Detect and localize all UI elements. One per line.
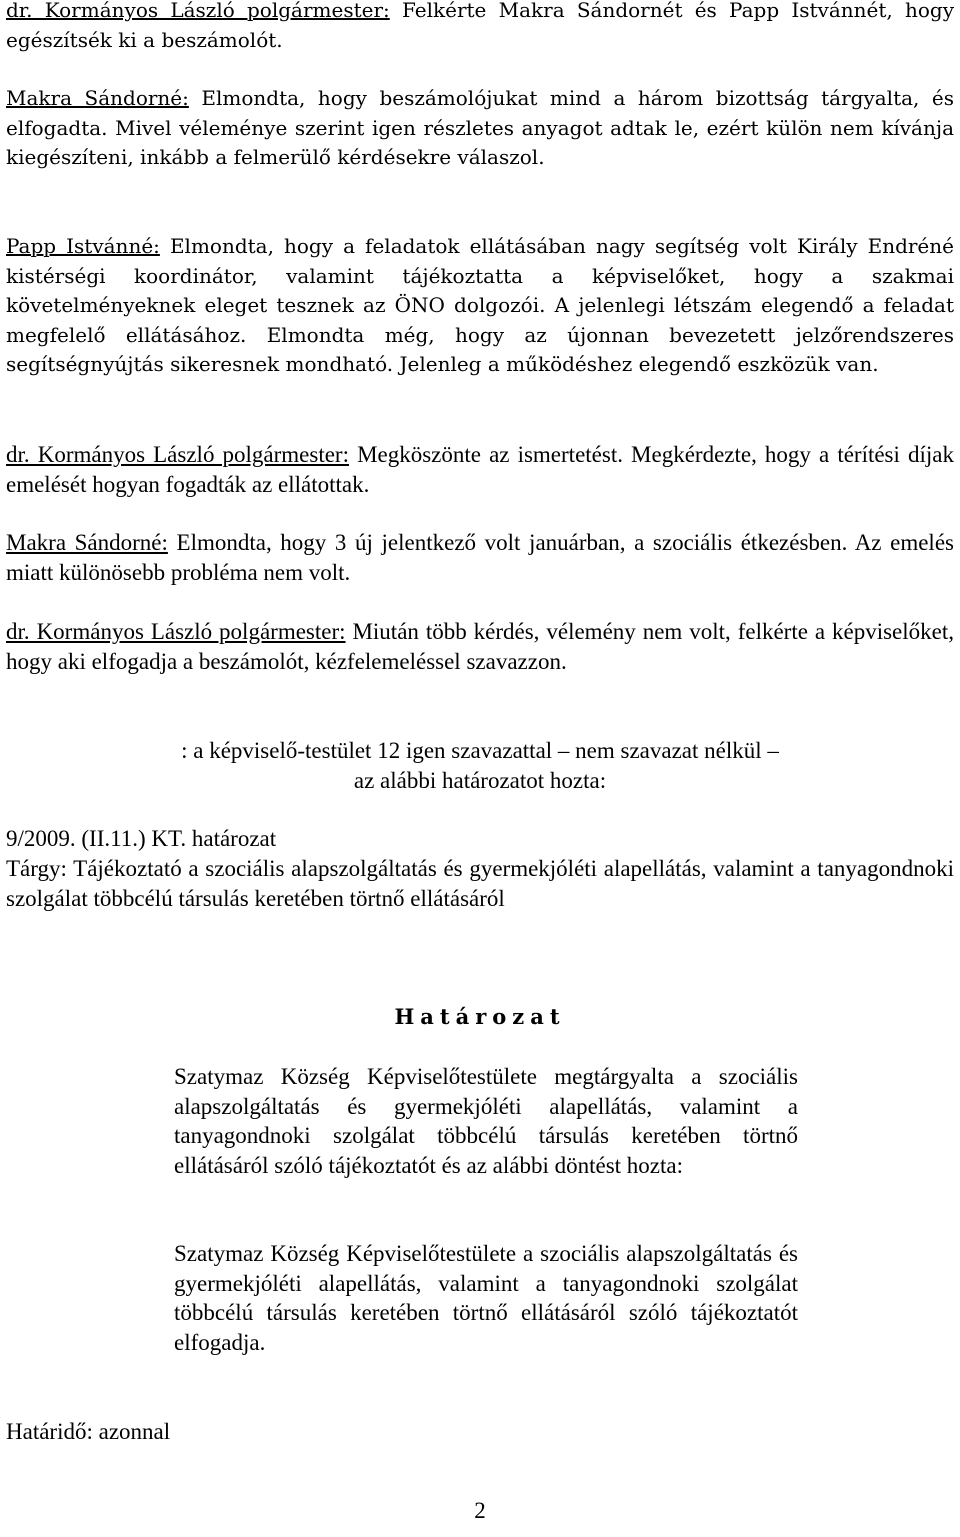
paragraph-makra-answer — [6, 528, 954, 587]
paragraph-text: Megköszönte az ismertetést. Megkérdezte, hogy a térítési díjak emelését hogyan fogadták az ellátottak. — [6, 442, 954, 497]
vote-result-line-2: az alábbi határozatot hozta: — [353, 768, 607, 793]
resolution-title: Határozat — [394, 1004, 566, 1029]
paragraph-mayor-request — [6, 0, 954, 55]
deadline-text: Határidő: azonnal — [6, 1419, 171, 1444]
paragraph-text: Elmondta, hogy beszámolójukat mind a három bizottság tárgyalta, és elfogadta. Mivel véleménye szerint igen részletes anyagot adtak le, ezért külön nem kívánja kiegészíteni, inkább a felmerülő kérdésekre válaszol. — [6, 86, 954, 169]
paragraph-mayor-vote-call — [6, 617, 954, 676]
paragraph-mayor-question — [6, 440, 954, 499]
resolution-subject: Tárgy: Tájékoztató a szociális alapszolgáltatás és gyermekjóléti alapellátás, valamint a tanyagondnoki szolgálat többcélú társulás keretében törtnő ellátásáról — [6, 856, 954, 911]
vote-result-line-1: : a képviselő-testület 12 igen szavazattal – nem szavazat nélkül – — [181, 738, 779, 763]
speaker-name: dr. Kormányos László polgármester: — [6, 442, 349, 467]
resolution-body-2: Szatymaz Község Képviselőtestülete a szociális alapszolgáltatás és gyermekjóléti alapellátás, valamint a tanyagondnoki szolgálat többcélú társulás keretében törtnő ellátásáról szóló tájékoztatót elfogadja. — [174, 1241, 798, 1355]
paragraph-papp-report — [6, 232, 954, 380]
paragraph-text: Felkérte Makra Sándornét és Papp Istvánnét, hogy egészítsék ki a beszámolót. — [6, 0, 954, 52]
paragraph-text: Elmondta, hogy 3 új jelentkező volt januárban, a szociális étkezésben. Az emelés miatt különösebb probléma nem volt. — [6, 530, 954, 585]
speaker-name: dr. Kormányos László polgármester: — [6, 0, 390, 22]
page-number: 2 — [474, 1498, 486, 1523]
resolution-body-1: Szatymaz Község Képviselőtestülete megtárgyalta a szociális alapszolgáltatás és gyermekjóléti alapellátás, valamint a tanyagondnoki szolgálat többcélú társulás keretében törtnő ellátásáról szóló tájékoztatót és az alábbi döntést hozta: — [174, 1064, 798, 1178]
resolution-number: 9/2009. (II.11.) KT. határozat — [6, 826, 277, 851]
speaker-name: Makra Sándorné: — [6, 530, 168, 555]
speaker-name: Makra Sándorné: — [6, 86, 189, 110]
speaker-name: Papp Istvánné: — [6, 234, 160, 258]
paragraph-makra-report — [6, 84, 954, 173]
paragraph-text: Miután több kérdés, vélemény nem volt, felkérte a képviselőket, hogy aki elfogadja a beszámolót, kézfelemeléssel szavazzon. — [6, 619, 954, 674]
paragraph-text: Elmondta, hogy a feladatok ellátásában nagy segítség volt Király Endréné kistérségi koordinátor, valamint tájékoztatta a képviselőket, hogy a szakmai követelményeknek eleget tesznek az ÖNO dolgozói. A jelenlegi létszám elegendő a feladat megfelelő ellátásához. Elmondta még, hogy az újonnan bevezetett jelzőrendszeres segítségnyújtás sikeresnek mondható. Jelenleg a működéshez elegendő eszközük van. — [6, 234, 954, 376]
speaker-name: dr. Kormányos László polgármester: — [6, 619, 346, 644]
